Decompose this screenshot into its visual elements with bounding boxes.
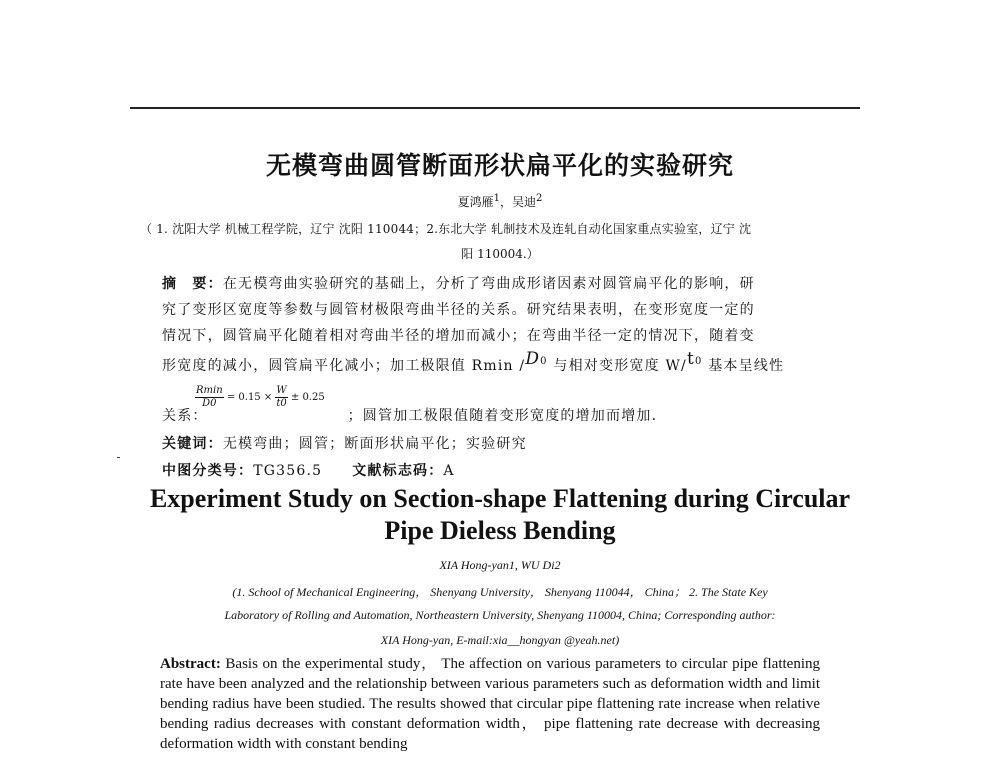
keywords-label: 关键词： [162, 436, 223, 452]
abstract-en-label: Abstract: [160, 656, 221, 672]
authors-cn [0, 193, 1000, 210]
var-t: t [686, 349, 695, 369]
paper-title-en-line1: Experiment Study on Section-shape Flattening during Circular [149, 484, 851, 513]
affiliation-cn-line1: （ 1. 沈阳大学 机械工程学院，辽宁 沈阳 110044；2.东北大学 轧制技术及连轧自动化国家重点实验室，辽宁 沈 [140, 222, 752, 236]
affiliation-en-line1: (1. School of Mechanical Engineering， Shenyang University， Shenyang 110044， China； 2. The State Key [232, 585, 768, 599]
author-2-sup: 2 [536, 193, 543, 204]
header-rule [130, 107, 860, 109]
authors-en: XIA Hong-yan1, WU Di2 [439, 558, 561, 572]
abstract-cn-line1: 摘 要：在无模弯曲实验研究的基础上，分析了弯曲成形诸因素对圆管扁平化的影响，研 [162, 276, 755, 292]
abstract-cn-label: 摘 要： [162, 276, 223, 292]
affiliation-en-line2: Laboratory of Rolling and Automation, Northeastern University, Shenyang 110004, China; Corresponding author: [224, 608, 776, 622]
affiliation-en-line3: XIA Hong-yan, E-mail:xia__hongyan @yeah.net) [380, 633, 620, 647]
author-2: 吴迪 [512, 195, 537, 209]
keywords-cn [162, 433, 527, 453]
formula-tail: ± 0.25 [290, 392, 325, 403]
paper-title-cn: 无模弯曲圆管断面形状扁平化的实验研究 [265, 151, 734, 180]
abstract-cn-line4: 形宽度的减小，圆管扁平化减小；加工极限值 Rmin $/D^0$ 与相对变形宽度 $W/t^0$ 基本呈线性 [162, 349, 785, 374]
abstract-en-text: Basis on the experimental study， The affection on various parameters to circular pipe flattening rate have been analyzed and the relationship between various parameters such as deformation width and limit bending radius have been studied. The results showed that circular pipe flattening rate increase when relative bending radius decreases with constant deformation width， pipe flattening rate decrease with decreasing deformation width with constant bending [160, 656, 820, 752]
author-1-sup: 1 [493, 193, 500, 204]
classification-cn: 中图分类号：TG356.5 文献标志码：A [162, 463, 455, 479]
formula-eq: = 0.15 × [226, 392, 273, 403]
affiliation-cn-line2: 阳 110004.） [461, 247, 539, 261]
abstract-cn-line2: 究了变形区宽度等参数与圆管材极限弯曲半径的关系。研究结果表明，在变形宽度一定的 [162, 302, 755, 318]
paper-title-en-line2: Pipe Dieless Bending [384, 516, 616, 545]
var-d: D [525, 349, 541, 369]
abstract-en [160, 654, 820, 754]
author-1: 夏鸿雁 [457, 195, 494, 209]
formula-lhs: $\frac{Rmin}{D0}$ [196, 385, 223, 409]
formula-rhs: $\frac{W}{t0}$ [276, 385, 287, 409]
keywords-text: 无模弯曲；圆管；断面形状扁平化；实验研究 [222, 436, 527, 452]
author-sep: ， [499, 195, 512, 209]
margin-mark [117, 457, 120, 458]
abstract-cn-line3: 情况下，圆管扁平化随着相对弯曲半径的增加而减小；在弯曲半径一定的情况下，随着变 [162, 328, 755, 344]
abstract-cn-line5: 关系： ；圆管加工极限值随着变形宽度的增加而增加. [162, 408, 658, 424]
